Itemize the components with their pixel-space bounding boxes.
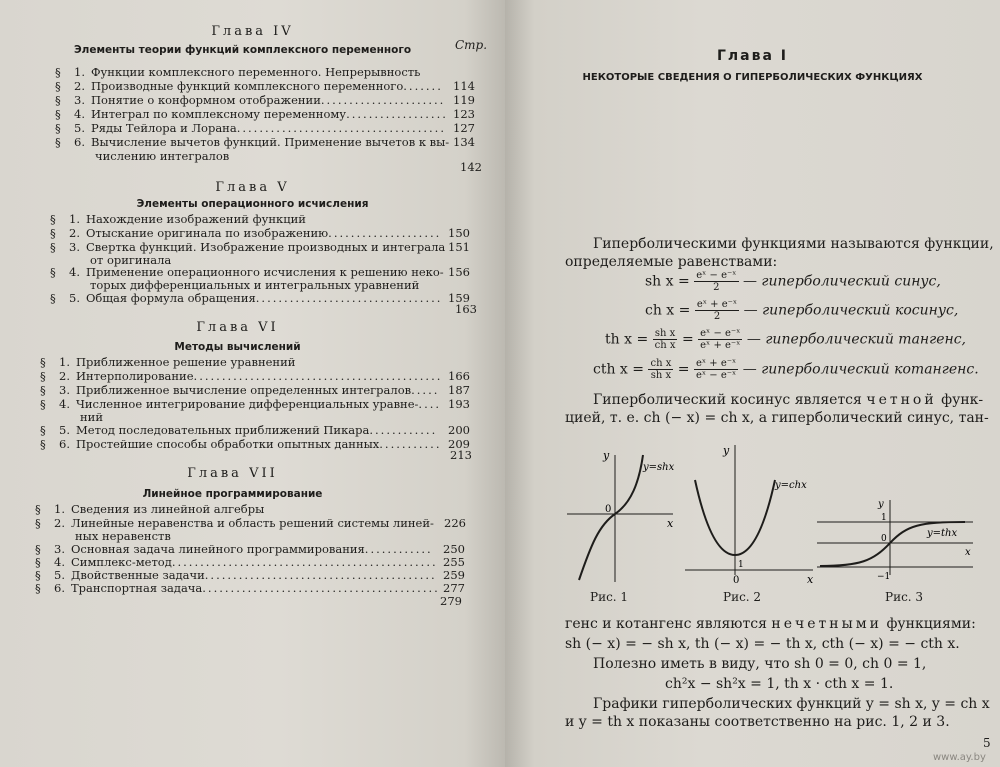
chapter-label: Глава IV bbox=[211, 24, 294, 39]
text-run: функ- bbox=[941, 392, 984, 408]
figure-ch bbox=[683, 440, 818, 585]
leader-dots: ........... bbox=[379, 437, 442, 451]
section-number: 2. bbox=[69, 226, 80, 240]
section-page: 134 bbox=[453, 135, 475, 149]
fraction-numerator: eˣ + e⁻ˣ bbox=[695, 358, 737, 369]
toc-row[interactable]: § 6. Вычисление вычетов функций. Применение вычетов к вы- 134 bbox=[55, 135, 475, 149]
section-title: Симплекс-метод bbox=[71, 555, 172, 569]
section-title: Нахождение изображений функций bbox=[86, 212, 306, 226]
curve-label: y=thx bbox=[927, 528, 958, 539]
right-page bbox=[505, 0, 1000, 767]
page-number: 5 bbox=[983, 736, 991, 750]
section-title: Приближенное решение уравнений bbox=[76, 355, 296, 369]
y-axis-label: y bbox=[723, 444, 730, 457]
section-number: 1. bbox=[74, 65, 85, 79]
tick-label: −1 bbox=[877, 572, 891, 580]
paragraph-line: ch²x − sh²x = 1, th x · cth x = 1. bbox=[665, 676, 894, 692]
toc-row[interactable]: § 1. Сведения из линейной алгебры bbox=[35, 502, 265, 516]
section-number: 5. bbox=[74, 121, 85, 135]
figure-caption: Рис. 1 bbox=[590, 590, 629, 604]
text-run: функциями: bbox=[886, 616, 976, 632]
watermark: www.ay.by bbox=[933, 752, 986, 763]
fraction bbox=[653, 328, 678, 351]
section-page: 123 bbox=[453, 107, 475, 121]
sh-curve bbox=[579, 455, 643, 580]
figure-caption: Рис. 3 bbox=[885, 590, 924, 604]
fraction-denominator: eˣ + e⁻ˣ bbox=[700, 340, 741, 351]
section-page: 150 bbox=[448, 226, 470, 240]
formula-lhs: cth x = bbox=[593, 361, 645, 378]
page-column-header: Стр. bbox=[455, 38, 488, 52]
toc-row[interactable]: § 5. Ряды Тейлора и Лорана..................................... 127 bbox=[55, 121, 475, 135]
section-page: 156 bbox=[448, 265, 470, 279]
toc-row[interactable]: § 3. Основная задача линейного программирования............ 250 bbox=[35, 542, 465, 556]
formula-name: — гиперболический косинус, bbox=[743, 302, 959, 319]
section-number: 1. bbox=[54, 502, 65, 516]
section-number: 5. bbox=[59, 423, 70, 437]
chapter-title: Методы вычислений bbox=[174, 341, 301, 353]
leader-dots: .................... bbox=[328, 226, 442, 240]
toc-row[interactable]: § 6. Простейшие способы обработки опытных данных........... 209 bbox=[40, 437, 470, 451]
chapter-title: Элементы операционного исчисления bbox=[136, 198, 369, 210]
origin-label: 0 bbox=[605, 504, 612, 515]
toc-row[interactable]: § 4. Интеграл по комплексному переменному.................. 123 bbox=[55, 107, 475, 121]
figure-th bbox=[815, 495, 975, 580]
paragraph-line bbox=[565, 616, 976, 632]
leader-dots: .... bbox=[418, 397, 442, 411]
formula-name: — гиперболический тангенс, bbox=[746, 331, 967, 348]
section-page: 213 bbox=[450, 448, 472, 462]
section-page: 255 bbox=[443, 555, 465, 569]
leader-dots: ............ bbox=[364, 542, 433, 556]
leader-dots: ......................................... bbox=[204, 568, 437, 582]
paragraph-line: Графики гиперболических функций y = sh x, y = ch x bbox=[593, 696, 990, 712]
section-title-continuation: ных неравенств bbox=[75, 529, 171, 543]
section-title: Основная задача линейного программирования bbox=[71, 542, 365, 556]
leader-dots: ....... bbox=[403, 79, 443, 93]
section-page: 119 bbox=[453, 93, 475, 107]
formula-lhs: sh x = bbox=[645, 273, 690, 290]
section-number: 3. bbox=[74, 93, 85, 107]
section-number: 2. bbox=[74, 79, 85, 93]
paragraph-line: определяемые равенствами: bbox=[565, 254, 778, 270]
section-title: Вычисление вычетов функций. Применение вычетов к вы- bbox=[91, 135, 450, 149]
curve-label: y=shx bbox=[643, 462, 675, 473]
section-number: 5. bbox=[69, 291, 80, 305]
fraction bbox=[698, 328, 742, 351]
leader-dots: ............................................... bbox=[171, 555, 438, 569]
section-page: 259 bbox=[443, 568, 465, 582]
toc-row[interactable]: § 1. Функции комплексного переменного. Непрерывность bbox=[55, 65, 421, 79]
fraction-numerator: eˣ − e⁻ˣ bbox=[696, 270, 737, 281]
section-page: 200 bbox=[448, 423, 470, 437]
section-number: 4. bbox=[59, 397, 70, 411]
toc-row[interactable]: § 4. Симплекс-метод............................................... 255 bbox=[35, 555, 465, 569]
toc-row[interactable]: § 2. Производные функций комплексного переменного....... 114 bbox=[55, 79, 475, 93]
section-page: 159 bbox=[448, 291, 470, 305]
toc-row[interactable]: § 2. Линейные неравенства и область решений системы линей- bbox=[35, 516, 434, 530]
leader-dots: ............................................ bbox=[193, 369, 443, 383]
toc-row[interactable]: § 2. Интерполирование............................................ 166 bbox=[40, 369, 470, 383]
toc-row[interactable]: § 6. Транспортная задача.......................................... 277 bbox=[35, 581, 465, 595]
formula-lhs: ch x = bbox=[645, 302, 691, 319]
section-title: Численное интегрирование дифференциальных уравне- bbox=[76, 397, 419, 411]
section-number: 2. bbox=[54, 516, 65, 530]
fraction bbox=[695, 299, 739, 322]
toc-row[interactable]: § 4. Применение операционного исчисления к решению неко- 156 bbox=[50, 265, 470, 279]
chapter-label: Глава V bbox=[215, 180, 290, 195]
section-number: 3. bbox=[69, 240, 80, 254]
section-title: Производные функций комплексного переменного bbox=[91, 79, 404, 93]
section-page: 250 bbox=[443, 542, 465, 556]
section-page: 226 bbox=[444, 516, 466, 530]
toc-row[interactable]: § 5. Метод последовательных приближений Пикара............ 200 bbox=[40, 423, 470, 437]
section-title: Интерполирование bbox=[76, 369, 194, 383]
formula-name: — гиперболический синус, bbox=[742, 273, 941, 290]
section-page: 163 bbox=[455, 302, 477, 316]
section-page: 209 bbox=[448, 437, 470, 451]
section-title: Метод последовательных приближений Пикара bbox=[76, 423, 370, 437]
formula-th: th x = $\frac{\text{sh x}}{\text{ch x}}$ = $\frac{\text{eˣ − e⁻ˣ}}{\text{eˣ + e⁻ˣ}}$ — гиперболический тангенс, bbox=[605, 328, 967, 351]
section-number: 4. bbox=[74, 107, 85, 121]
section-page: 166 bbox=[448, 369, 470, 383]
chapter-label: Глава VI bbox=[196, 320, 279, 335]
section-number: 4. bbox=[54, 555, 65, 569]
figure-sh bbox=[565, 450, 675, 585]
text-run: Гиперболический косинус является bbox=[593, 392, 862, 408]
section-number: 3. bbox=[59, 383, 70, 397]
section-title: Понятие о конформном отображении bbox=[91, 93, 321, 107]
section-title: Свертка функций. Изображение производных и интеграла bbox=[86, 240, 446, 254]
section-number: 3. bbox=[54, 542, 65, 556]
leader-dots: .................. bbox=[346, 107, 448, 121]
fraction-denominator: ch x bbox=[654, 340, 676, 351]
text-run: генс и котангенс являются bbox=[565, 616, 767, 632]
fraction-numerator: ch x bbox=[650, 358, 672, 369]
section-title: Отыскание оригинала по изображению bbox=[86, 226, 329, 240]
toc-row[interactable]: § 5. Общая формула обращения................................. 159 bbox=[50, 291, 470, 305]
toc-row[interactable]: § 1. Нахождение изображений функций bbox=[50, 212, 306, 226]
emphasis-text: нечетными bbox=[771, 616, 882, 632]
section-title: Общая формула обращения bbox=[86, 291, 256, 305]
leader-dots: ...................... bbox=[320, 93, 446, 107]
section-page: 193 bbox=[448, 397, 470, 411]
emphasis-text: четной bbox=[866, 392, 937, 408]
chapter-title: Линейное программирование bbox=[142, 488, 323, 500]
section-title: Двойственные задачи bbox=[71, 568, 205, 582]
paragraph-line bbox=[593, 392, 983, 408]
section-title: Функции комплексного переменного. Непрерывность bbox=[91, 65, 421, 79]
section-page: 127 bbox=[453, 121, 475, 135]
section-title: Простейшие способы обработки опытных данных bbox=[76, 437, 380, 451]
section-page: 142 bbox=[460, 160, 482, 174]
toc-row[interactable]: § 1. Приближенное решение уравнений bbox=[40, 355, 296, 369]
fraction-numerator: eˣ − e⁻ˣ bbox=[700, 328, 741, 339]
leader-dots: ................................. bbox=[255, 291, 443, 305]
section-title: Интеграл по комплексному переменному bbox=[91, 107, 347, 121]
section-number: 6. bbox=[74, 135, 85, 149]
paragraph-line: и y = th x показаны соответственно на рис. 1, 2 и 3. bbox=[565, 714, 950, 730]
fraction bbox=[694, 358, 738, 381]
section-page: 279 bbox=[440, 594, 462, 608]
fraction bbox=[694, 270, 738, 293]
section-title-continuation: от оригинала bbox=[90, 253, 172, 267]
section-number: 1. bbox=[69, 212, 80, 226]
paragraph-line: sh (− x) = − sh x, th (− x) = − th x, cth (− x) = − cth x. bbox=[565, 636, 960, 652]
section-title: Ряды Тейлора и Лорана bbox=[91, 121, 237, 135]
chapter-title: НЕКОТОРЫЕ СВЕДЕНИЯ О ГИПЕРБОЛИЧЕСКИХ ФУНКЦИЯХ bbox=[582, 72, 923, 83]
fraction-numerator: sh x bbox=[653, 328, 678, 340]
section-title-continuation: ний bbox=[80, 410, 103, 424]
figure-caption: Рис. 2 bbox=[723, 590, 762, 604]
section-title: Применение операционного исчисления к решению неко- bbox=[86, 265, 444, 279]
y-axis-label: y bbox=[878, 499, 884, 510]
section-title: Линейные неравенства и область решений системы линей- bbox=[71, 516, 434, 530]
toc-row[interactable]: § 5. Двойственные задачи......................................... 259 bbox=[35, 568, 465, 582]
fraction-numerator: eˣ + e⁻ˣ bbox=[696, 299, 738, 310]
fraction-denominator: 2 bbox=[713, 282, 720, 293]
formula-name: — гиперболический котангенс. bbox=[742, 361, 979, 378]
x-axis-label: x bbox=[807, 573, 814, 585]
section-page: 277 bbox=[443, 581, 465, 595]
fraction-denominator: 2 bbox=[713, 311, 721, 322]
toc-row[interactable]: § 3. Приближенное вычисление определенных интегралов..... 187 bbox=[40, 383, 470, 397]
toc-row[interactable]: § 3. Понятие о конформном отображении...................... 119 bbox=[55, 93, 475, 107]
section-page: 187 bbox=[448, 383, 470, 397]
formula-ch bbox=[645, 299, 958, 322]
chapter-label: Глава I bbox=[716, 48, 788, 64]
section-number: 6. bbox=[54, 581, 65, 595]
section-title-continuation: числению интегралов bbox=[95, 149, 230, 163]
section-page: 151 bbox=[448, 240, 470, 254]
formula-sh bbox=[645, 270, 941, 293]
toc-row[interactable]: § 4. Численное интегрирование дифференциальных уравне-.... 193 bbox=[40, 397, 470, 411]
x-axis-label: x bbox=[667, 517, 674, 530]
section-number: 2. bbox=[59, 369, 70, 383]
leader-dots: ............ bbox=[369, 423, 438, 437]
fraction bbox=[648, 358, 673, 381]
section-page: 114 bbox=[453, 79, 475, 93]
section-number: 5. bbox=[54, 568, 65, 582]
section-title: Приближенное вычисление определенных интегралов bbox=[76, 383, 412, 397]
curve-label: y=chx bbox=[775, 480, 807, 491]
formula-lhs: th x = bbox=[605, 331, 649, 348]
toc-row[interactable]: § 3. Свертка функций. Изображение производных и интеграла 151 bbox=[50, 240, 470, 254]
leader-dots: ..... bbox=[411, 383, 440, 397]
toc-row[interactable]: § 2. Отыскание оригинала по изображению.................... 150 bbox=[50, 226, 470, 240]
fraction-denominator: sh x bbox=[650, 370, 672, 381]
paragraph-line: Гиперболическими функциями называются функции, bbox=[593, 236, 994, 252]
origin-label: 0 bbox=[881, 534, 887, 544]
leader-dots: ..................................... bbox=[236, 121, 446, 135]
y-axis-label: y bbox=[603, 450, 610, 462]
section-title: Транспортная задача bbox=[71, 581, 203, 595]
tick-label: 1 bbox=[881, 513, 887, 523]
tick-label: 1 bbox=[738, 560, 744, 570]
section-number: 4. bbox=[69, 265, 80, 279]
section-number: 1. bbox=[59, 355, 70, 369]
section-title-continuation: торых дифференциальных и интегральных уравнений bbox=[90, 278, 420, 292]
section-title: Сведения из линейной алгебры bbox=[71, 502, 265, 516]
x-axis-label: x bbox=[965, 547, 971, 558]
fraction-denominator: eˣ − e⁻ˣ bbox=[695, 370, 737, 381]
paragraph-line: цией, т. е. ch (− x) = ch x, а гиперболический синус, тан- bbox=[565, 410, 989, 426]
origin-label: 0 bbox=[733, 575, 740, 585]
paragraph-line: Полезно иметь в виду, что sh 0 = 0, ch 0 = 1, bbox=[593, 656, 927, 672]
formula-cth: cth x = $\frac{\text{ch x}}{\text{sh x}}$ = $\frac{\text{eˣ + e⁻ˣ}}{\text{eˣ − e⁻ˣ}}$ — гиперболический котангенс. bbox=[593, 358, 979, 381]
leader-dots: .......................................... bbox=[202, 581, 440, 595]
chapter-label: Глава VII bbox=[187, 466, 278, 481]
section-number: 6. bbox=[59, 437, 70, 451]
chapter-title: Элементы теории функций комплексного переменного bbox=[73, 44, 412, 56]
